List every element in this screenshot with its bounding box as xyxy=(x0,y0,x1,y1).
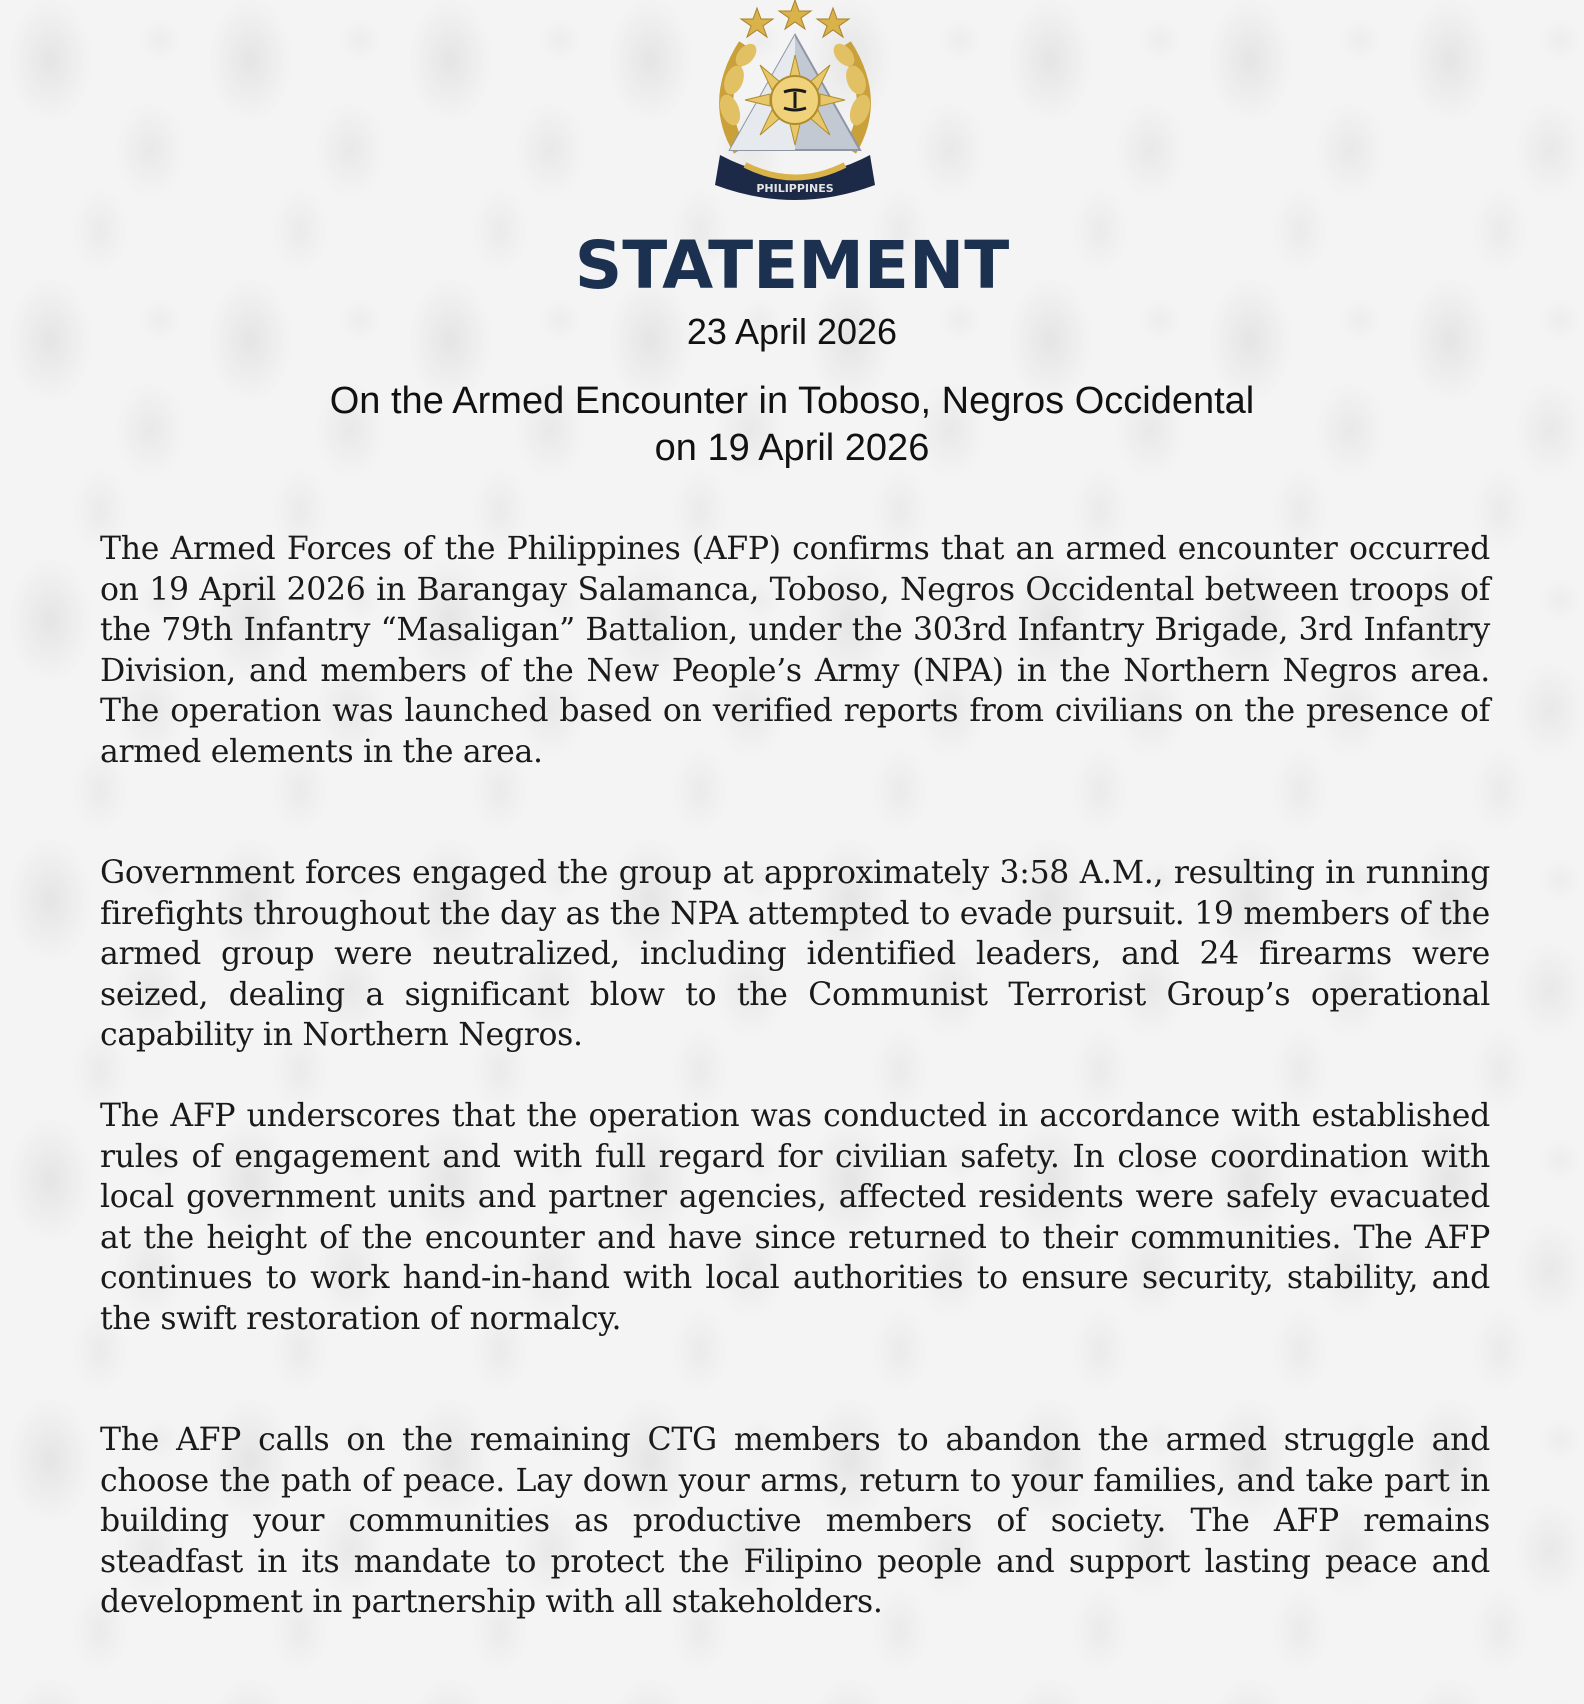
subtitle-line-1: On the Armed Encounter in Toboso, Negros Occidental xyxy=(329,380,1255,422)
body-paragraph-2 xyxy=(100,853,1490,1056)
paragraph-text: The AFP underscores that the operation was conducted in accordance with established rules of engagement and with full regard for civilian safety. In close coordination with local government units and partner agencies, affected residents were safely evacuated at the height of the encounter and have since returned to their communities. The AFP continues to work hand-in-hand with local authorities to ensure security, stability, and the swift restoration of normalcy. xyxy=(100,1098,1490,1337)
subtitle-line-2: on 19 April 2026 xyxy=(654,427,930,469)
page-title: STATEMENT xyxy=(574,227,1010,304)
statement-subtitle xyxy=(0,378,1584,472)
paragraph-text: The Armed Forces of the Philippines (AFP) confirms that an armed encounter occurred on 19 April 2026 in Barangay Salamanca, Toboso, Negros Occidental between troops of the 79th Infantry “Masaligan” Battalion, under the 303rd Infantry Brigade, 3rd Infantry Division, and members of the New People’s Army (NPA) in the Northern Negros area. The operation was launched based on verified reports from civilians on the presence of armed elements in the area. xyxy=(100,531,1490,770)
afp-emblem-icon xyxy=(700,0,890,210)
paragraph-text: The AFP calls on the remaining CTG members to abandon the armed struggle and choose the path of peace. Lay down your arms, return to your families, and take part in building your communities as productive members of society. The AFP remains steadfast in its mandate to protect the Filipino people and support lasting peace and development in partnership with all stakeholders. xyxy=(100,1422,1490,1620)
paragraph-text: Government forces engaged the group at approximately 3:58 A.M., resulting in running firefights throughout the day as the NPA attempted to evade pursuit. 19 members of the armed group were neutralized, including identified leaders, and 24 firearms were seized, dealing a significant blow to the Communist Terrorist Group’s operational capability in Northern Negros. xyxy=(100,855,1490,1053)
svg-text:PHILIPPINES: PHILIPPINES xyxy=(756,182,834,195)
body-paragraph-1 xyxy=(100,529,1490,772)
body-paragraph-3 xyxy=(100,1096,1490,1339)
statement-date: 23 April 2026 xyxy=(686,311,898,352)
body-paragraph-4 xyxy=(100,1420,1490,1623)
